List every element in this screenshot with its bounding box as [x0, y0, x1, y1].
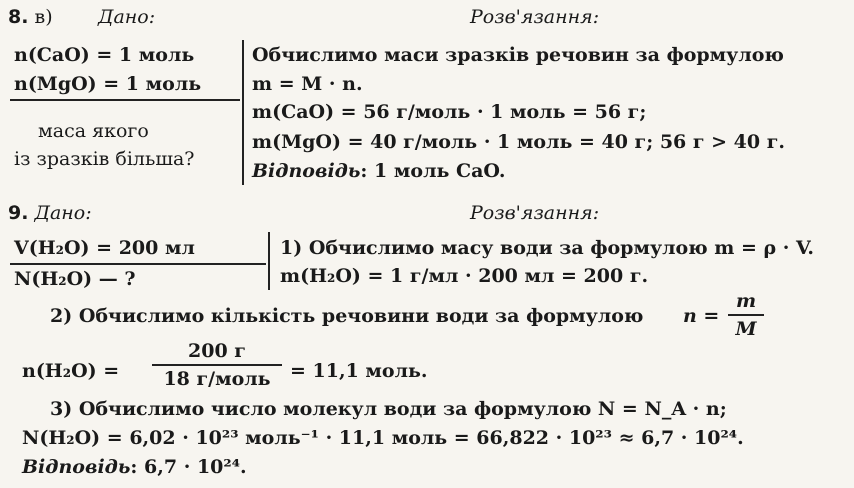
- calc-rhs: = 11,1 моль.: [290, 360, 428, 382]
- step1-line-1: 1) Обчислимо масу води за формулою m = ρ · V.: [280, 237, 815, 259]
- given-line-2: n(MgO) = 1 моль: [14, 73, 202, 95]
- given-line-1: V(H₂O) = 200 мл: [14, 237, 195, 259]
- given-vertical-divider: [242, 40, 244, 185]
- problem-variant: в): [34, 6, 53, 28]
- given-divider: [10, 99, 240, 101]
- given-header: Дано:: [34, 202, 92, 224]
- given-header: Дано:: [98, 6, 156, 28]
- problem-9-label: [8, 202, 92, 224]
- problem-8-label: [8, 6, 53, 28]
- step2-text: 2) Обчислимо кількість речовини води за формулою: [50, 305, 644, 327]
- solution-header: Розв'язання:: [470, 6, 600, 28]
- step3-text: 3) Обчислимо число молекул води за формулою N = N_A · n;: [50, 398, 727, 420]
- step3-calc: N(H₂O) = 6,02 · 10²³ моль⁻¹ · 11,1 моль = 66,822 · 10²³ ≈ 6,7 · 10²⁴.: [22, 427, 744, 449]
- solution-line-1: Обчислимо маси зразків речовин за формулою: [252, 44, 784, 66]
- question-line-1: маса якого: [38, 120, 149, 142]
- problem-number: 8.: [8, 6, 29, 28]
- given-line-1: n(CaO) = 1 моль: [14, 44, 195, 66]
- problem-number: 9.: [8, 202, 29, 224]
- calc-fraction: [152, 340, 282, 390]
- step2-fraction: [728, 290, 764, 340]
- answer-label: Відповідь: [252, 160, 361, 182]
- answer-8: [252, 160, 505, 182]
- solution-line-4: m(MgO) = 40 г/моль · 1 моль = 40 г; 56 г > 40 г.: [252, 131, 785, 153]
- solution-line-3: m(CaO) = 56 г/моль · 1 моль = 56 г;: [252, 101, 647, 123]
- step1-line-2: m(H₂O) = 1 г/мл · 200 мл = 200 г.: [280, 265, 649, 287]
- solution-header: Розв'язання:: [470, 202, 600, 224]
- question-line-2: із зразків більша?: [14, 148, 195, 170]
- fraction-numerator: 200 г: [188, 340, 246, 362]
- fraction-denominator: 18 г/моль: [163, 367, 271, 390]
- given-line-2: N(H₂O) — ?: [14, 268, 136, 290]
- given-vertical-divider: [268, 232, 270, 290]
- fraction-denominator: M: [735, 317, 757, 340]
- answer-9: [22, 456, 247, 478]
- step2-formula-lhs: n =: [683, 305, 720, 327]
- fraction-numerator: m: [735, 290, 757, 312]
- answer-label: Відповідь: [22, 456, 131, 478]
- answer-text: : 1 моль CaO.: [360, 160, 506, 182]
- answer-text: : 6,7 · 10²⁴.: [130, 456, 247, 478]
- solution-line-2: m = M · n.: [252, 73, 363, 95]
- calc-lhs: n(H₂O) =: [22, 360, 120, 382]
- given-divider: [10, 263, 266, 265]
